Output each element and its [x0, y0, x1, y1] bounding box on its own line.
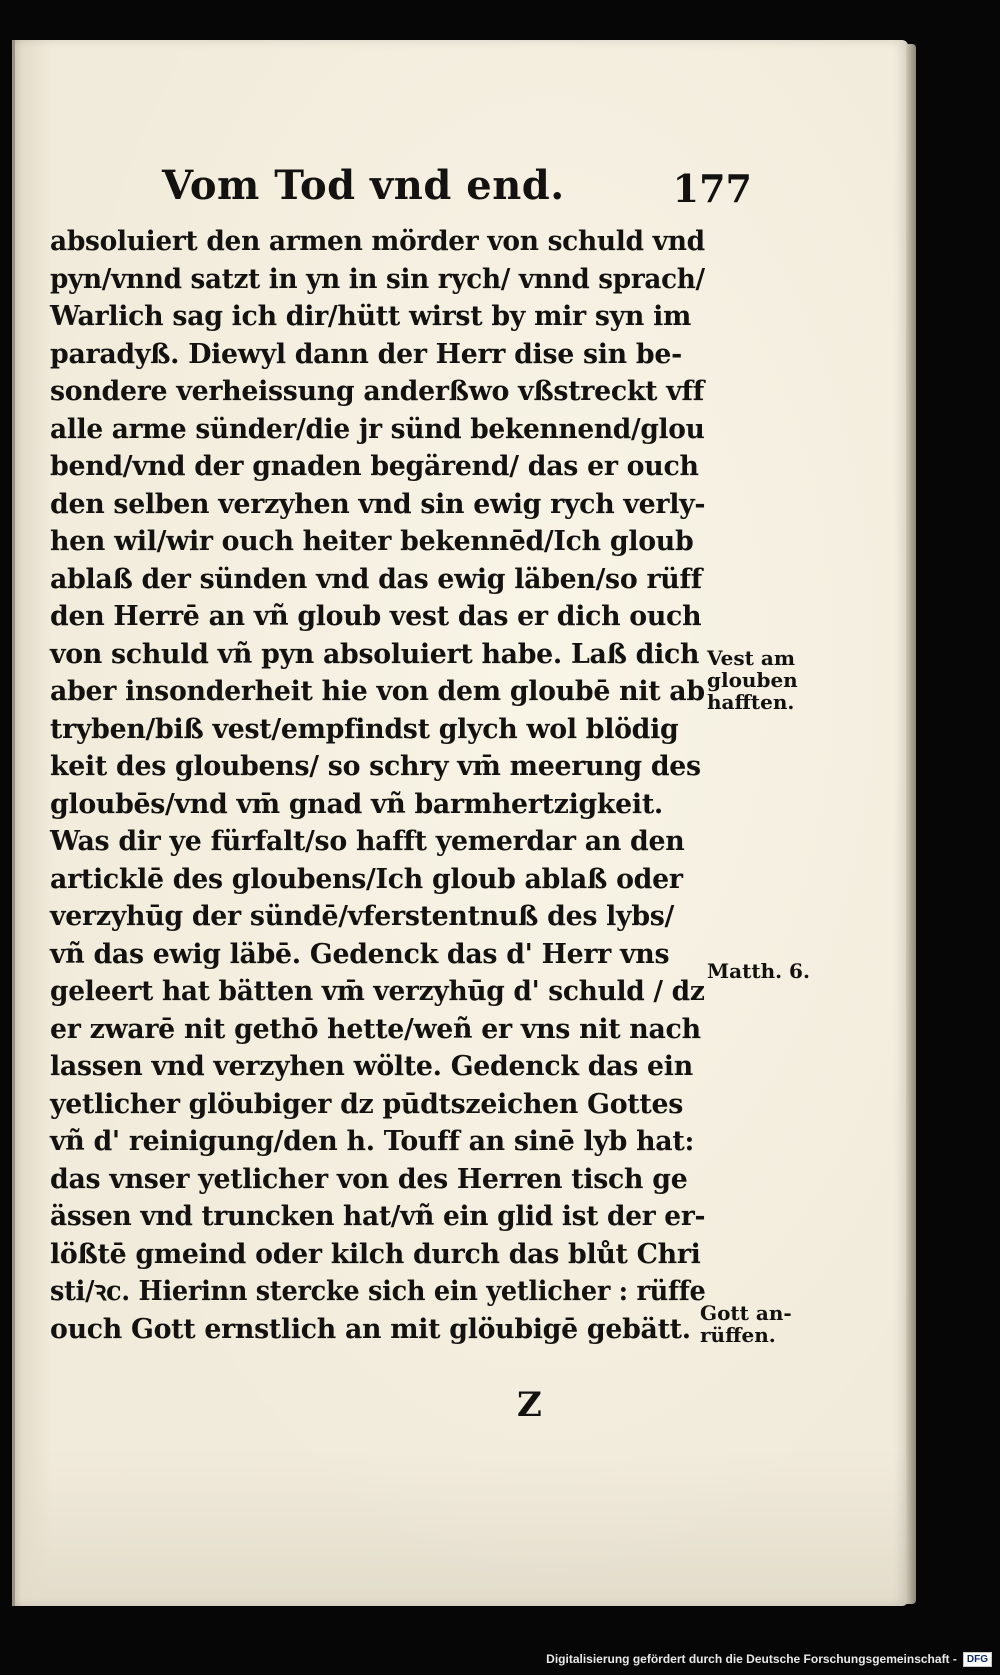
dfg-logo: DFG [963, 1652, 992, 1667]
margin-note-line: Vest am [707, 646, 795, 670]
text-line: gloubēs/vnd vm̄ gnad vñ barmhertzigkeit. [50, 788, 663, 820]
text-line: hen wil/wir ouch heiter bekennēd/Ich gloub [50, 526, 694, 557]
text-line: vñ das ewig läbē. Gedenck das d' Herr vns [50, 938, 670, 970]
margin-note-line: Matth. 6. [707, 959, 810, 983]
text-line: den selben verzyhen vnd sin ewig rych verly- [50, 488, 706, 520]
text-line: lößtē gmeind oder kilch durch das blůt Chri [50, 1238, 701, 1270]
text-line: absoluiert den armen mörder von schuld vnd [50, 226, 705, 257]
text-line: ouch Gott ernstlich an mit glöubigē gebätt. [50, 1313, 691, 1345]
text-line: pyn/vnnd satzt in yn in sin rych/ vnnd sprach/ [50, 263, 705, 295]
margin-note-matth [707, 960, 810, 982]
text-line: yetlicher glöubiger dz pūdtszeichen Gottes [50, 1088, 683, 1120]
page-edge [906, 44, 916, 1604]
page-gutter [12, 40, 15, 1606]
running-head: Vom Tod vnd end. [162, 162, 565, 209]
margin-note-line: rüffen. [700, 1323, 776, 1347]
margin-note-line: glouben [707, 668, 798, 692]
text-line: sti/ꝛc. Hierinn stercke sich ein yetlicher : rüffe [50, 1276, 706, 1307]
text-line: paradyß. Diewyl dann der Herr dise sin be- [50, 338, 682, 370]
text-line: alle arme sünder/die jr sünd bekennend/glou [50, 413, 705, 445]
text-line: aber insonderheit hie von dem gloubē nit ab [50, 676, 705, 707]
text-line: bend/vnd der gnaden begärend/ das er ouch [50, 451, 699, 482]
margin-note-vest-am-glouben [707, 647, 798, 713]
text-line: keit des gloubens/ so schry vm̄ meerung des [50, 751, 701, 782]
text-line: vñ d' reinigung/den h. Touff an sinē lyb hat: [50, 1126, 695, 1157]
signature-mark: Z [517, 1385, 542, 1425]
text-line: tryben/biß vest/empfindst glych wol blödig [50, 713, 679, 745]
digitization-footer [546, 1649, 992, 1669]
body-text [50, 223, 710, 1348]
text-line: den Herrē an vñ gloub vest das er dich ouch [50, 601, 702, 632]
book-page [12, 40, 908, 1606]
text-line: ässen vnd truncken hat/vñ ein glid ist der er- [50, 1201, 706, 1232]
footer-credit: Digitalisierung gefördert durch die Deutsche Forschungsgemeinschaft - [546, 1652, 957, 1666]
text-line: ablaß der sünden vnd das ewig läben/so rüff [50, 563, 702, 595]
text-line: Warlich sag ich dir/hütt wirst by mir syn im [50, 301, 692, 332]
page-number: 177 [672, 166, 752, 211]
text-line: er zwarē nit gethō hette/weñ er vns nit nach [50, 1013, 701, 1045]
margin-note-line: Gott an- [700, 1301, 792, 1325]
margin-note-gott-anrueffen [700, 1302, 792, 1346]
page-header [162, 162, 752, 222]
text-line: Was dir ye fürfalt/so hafft yemerdar an den [50, 826, 685, 857]
text-line: von schuld vñ pyn absoluiert habe. Laß dich [50, 638, 700, 670]
text-line: sondere verheissung anderßwo vßstreckt vff [50, 376, 705, 407]
text-line: geleert hat bätten vm̄ verzyhūg d' schuld / dz [50, 976, 705, 1007]
margin-note-line: hafften. [707, 690, 795, 714]
text-line: articklē des gloubens/Ich gloub ablaß oder [50, 863, 683, 895]
text-line: verzyhūg der sündē/vferstentnuß des lybs/ [50, 901, 675, 932]
text-line: lassen vnd verzyhen wölte. Gedenck das ein [50, 1051, 693, 1082]
text-line: das vnser yetlicher von des Herren tisch ge [50, 1163, 688, 1195]
